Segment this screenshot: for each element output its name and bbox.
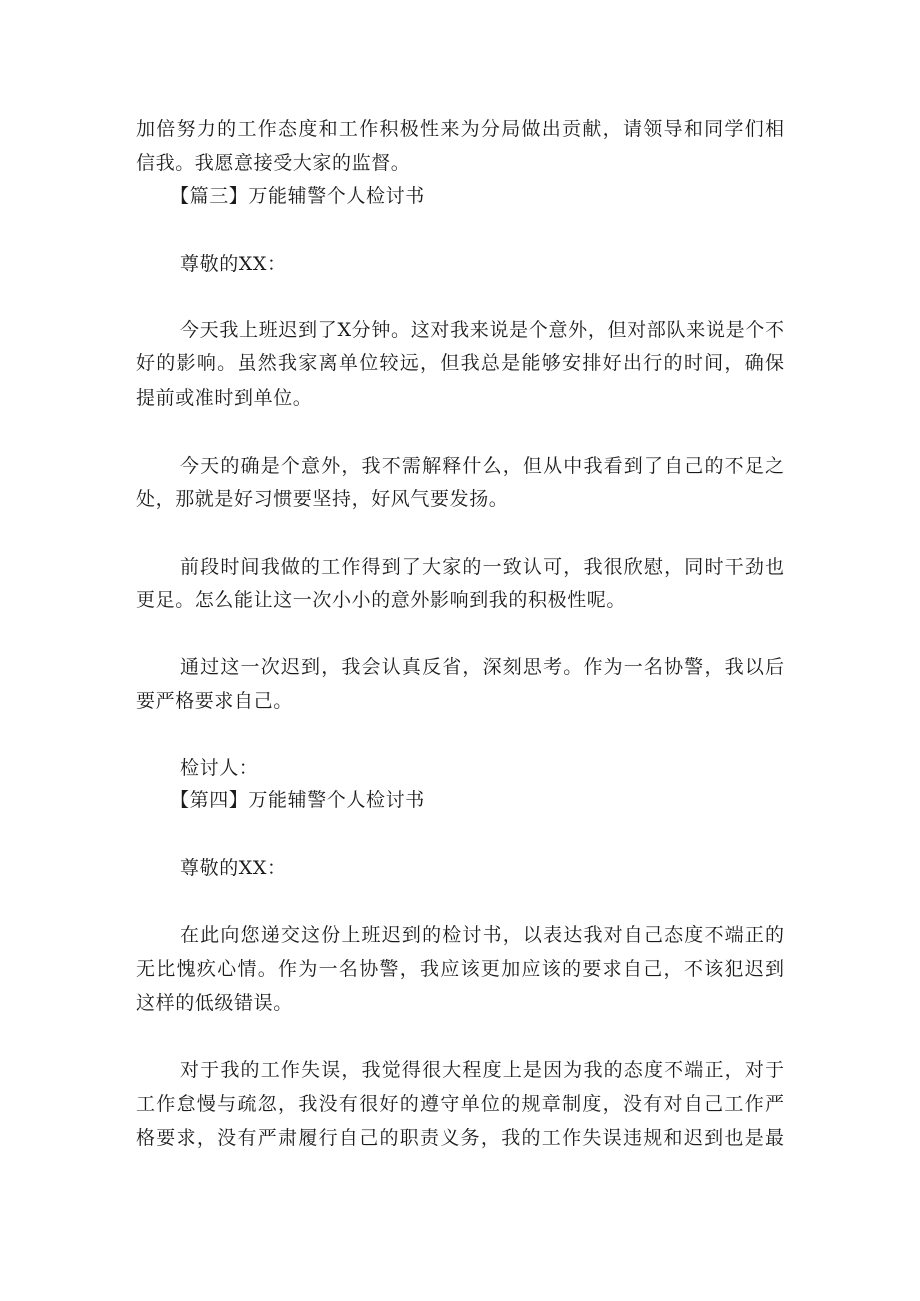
text-line: 格要求，没有严肃履行自己的职责义务，我的工作失误违规和迟到也是最 <box>136 1127 784 1149</box>
text-line: 加倍努力的工作态度和工作积极性来为分局做出贡献，请领导和同学们相 <box>136 118 784 140</box>
text-line: 今天的确是个意外，我不需解释什么，但从中我看到了自己的不足之 <box>180 455 784 477</box>
section-heading: 【篇三】万能辅警个人检讨书 <box>170 185 425 207</box>
text-line: 这样的低级错误。 <box>136 992 293 1014</box>
text-line: 信我。我愿意接受大家的监督。 <box>136 152 411 174</box>
text-line: 前段时间我做的工作得到了大家的一致认可，我很欣慰，同时干劲也 <box>180 556 784 578</box>
section-heading: 【第四】万能辅警个人检讨书 <box>170 789 425 811</box>
signature-label: 检讨人： <box>180 757 259 779</box>
text-line: 通过这一次迟到，我会认真反省，深刻思考。作为一名协警，我以后 <box>180 656 784 678</box>
salutation: 尊敬的XX： <box>180 857 287 879</box>
salutation: 尊敬的XX： <box>180 253 287 275</box>
text-line: 处，那就是好习惯要坚持，好风气要发扬。 <box>136 488 509 510</box>
text-line: 提前或准时到单位。 <box>136 387 313 409</box>
text-line: 今天我上班迟到了X分钟。这对我来说是个意外，但对部队来说是个不 <box>180 319 784 341</box>
text-line: 好的影响。虽然我家离单位较远，但我总是能够安排好出行的时间，确保 <box>136 352 784 374</box>
text-line: 更足。怎么能让这一次小小的意外影响到我的积极性呢。 <box>136 589 627 611</box>
text-line: 对于我的工作失误，我觉得很大程度上是因为我的态度不端正，对于 <box>180 1059 784 1081</box>
text-line: 工作怠慢与疏忽，我没有很好的遵守单位的规章制度，没有对自己工作严 <box>136 1093 784 1115</box>
text-line: 在此向您递交这份上班迟到的检讨书，以表达我对自己态度不端正的 <box>180 924 784 946</box>
text-line: 无比愧疚心情。作为一名协警，我应该更加应该的要求自己，不该犯迟到 <box>136 958 784 980</box>
text-line: 要严格要求自己。 <box>136 690 293 712</box>
